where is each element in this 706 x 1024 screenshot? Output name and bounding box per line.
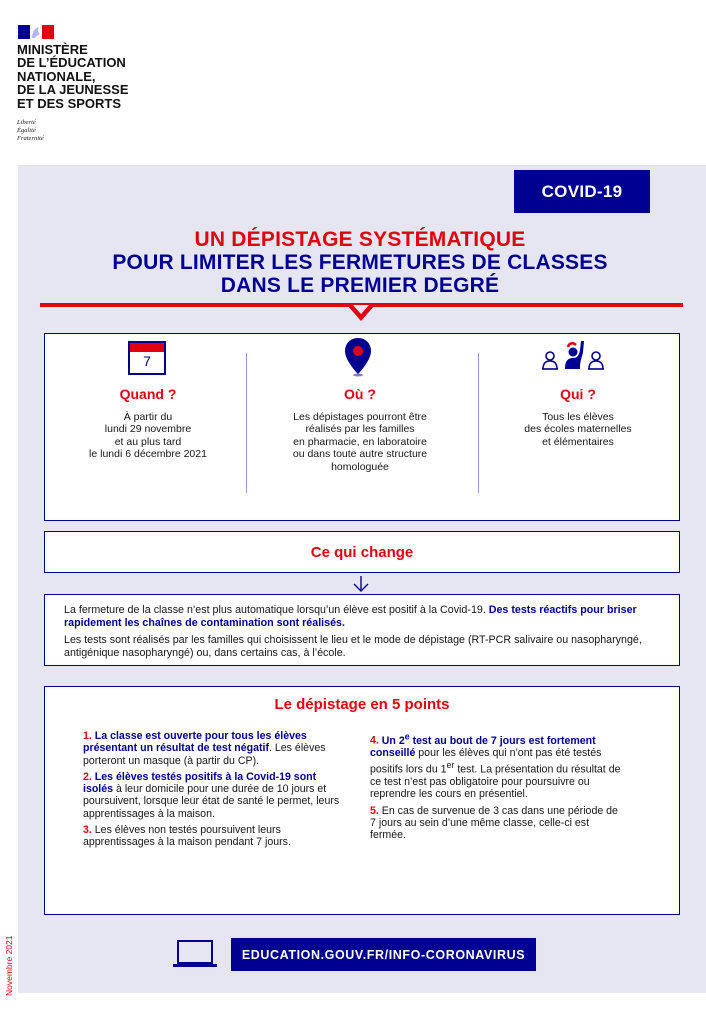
website-link[interactable]: EDUCATION.GOUV.FR/INFO-CORONAVIRUS: [231, 938, 536, 971]
ou-heading: Où ?: [344, 386, 376, 402]
point-bold: Les élèves testés positifs à la Covid-19 sont isolés: [83, 770, 317, 796]
arrow-down-icon: [352, 574, 370, 594]
point-number: 5.: [370, 804, 382, 817]
location-pin-icon: [343, 336, 373, 378]
change-paragraph-2: Les tests sont réalisés par les familles qui choisissent le lieu et le mode de dépistage (RT-PCR salivaire ou nasopharyngé, antigénique nasopharyngé) ou, dans certains cas, à l’école.: [64, 634, 642, 659]
motto-line: Égalité: [17, 127, 36, 134]
point-text: à leur domicile pour une durée de 10 jours et poursuivent, lorsque leur état de santé le permet, leurs apprentissages à la maison.: [83, 783, 340, 820]
ministry-line: NATIONALE,: [17, 68, 96, 84]
point-bold: test au bout de 7 jours est fortement conseillé: [370, 734, 596, 759]
quand-line: et au plus tard: [114, 435, 182, 448]
title-divider-notch-icon: [347, 305, 375, 323]
ou-line: ou dans toute autre structure: [292, 448, 428, 461]
point-1: [83, 730, 345, 767]
title-line-3: DANS LE PREMIER DEGRÉ: [220, 274, 500, 297]
point-3: [83, 824, 345, 849]
point-text: test. La présentation du résultat de ce test n’est pas obligatoire pour poursuivre ou reprendre les cours en présentiel.: [370, 763, 621, 801]
ministry-line: DE L’ÉDUCATION: [17, 55, 126, 71]
ou-line: réalisés par les familles: [305, 423, 415, 436]
point-text-sup: er: [446, 760, 455, 771]
point-text: pour les élèves qui n’ont pas été testés positifs lors du 1: [370, 746, 602, 776]
calendar-icon: [128, 341, 166, 375]
quand-line: À partir du: [123, 411, 173, 423]
title-line-2: POUR LIMITER LES FERMETURES DE CLASSES: [112, 251, 608, 274]
change-paragraph-1: [64, 604, 679, 629]
point-number: 1.: [83, 730, 95, 742]
points-right-column: [370, 730, 626, 845]
point-text: . Les élèves porteront un masque (à partir du CP).: [83, 742, 326, 767]
covid-tag: COVID-19: [514, 170, 650, 213]
change-heading: Ce qui change: [310, 543, 414, 561]
laptop-icon: [172, 939, 218, 969]
points-box: [44, 686, 680, 915]
republic-flag-logo: [18, 25, 54, 39]
quand-text: [60, 411, 236, 461]
qui-text: [490, 411, 666, 448]
points-left-column: [83, 730, 345, 853]
point-number: 3.: [83, 824, 95, 837]
quand-line: le lundi 6 décembre 2021: [89, 448, 207, 461]
ministry-line: ET DES SPORTS: [17, 95, 122, 111]
point-5: [370, 805, 626, 842]
qui-line: Tous les élèves: [542, 411, 614, 423]
ministry-line: MINISTÈRE: [17, 42, 88, 57]
quand-heading: Quand ?: [119, 386, 177, 402]
ministry-name: [17, 43, 217, 110]
points-heading: Le dépistage en 5 points: [274, 696, 450, 713]
republic-motto: [17, 119, 44, 143]
qui-heading: Qui ?: [560, 386, 596, 402]
point-4: [370, 730, 626, 801]
point-text: Les élèves non testés poursuivent leurs apprentissages à la maison pendant 7 jours.: [83, 824, 291, 849]
point-number: 2.: [83, 770, 95, 783]
point-2: [83, 771, 345, 820]
calendar-day: 7: [143, 353, 151, 369]
motto-line: Fraternité: [17, 135, 44, 142]
point-text: En cas de survenue de 3 cas dans une période de 7 jours au sein d’une même classe, celle-ci est fermée.: [370, 804, 618, 842]
title-line-1: UN DÉPISTAGE SYSTÉMATIQUE: [194, 228, 526, 251]
column-divider: [478, 353, 479, 493]
change-text: La fermeture de la classe n’est plus automatique lorsqu’un élève est positif à la Covid-19.: [64, 604, 489, 616]
point-bold-sup: e: [404, 731, 410, 741]
qui-line: et élémentaires: [542, 435, 614, 448]
ou-line: en pharmacie, en laboratoire: [293, 435, 427, 448]
ou-line: homologuée: [331, 460, 389, 473]
change-heading-box: [44, 531, 680, 573]
column-divider: [246, 353, 247, 493]
point-number: 4.: [370, 734, 382, 747]
motto-line: Liberté: [17, 119, 36, 126]
ministry-line: DE LA JEUNESSE: [17, 82, 129, 98]
quand-line: lundi 29 novembre: [104, 423, 192, 436]
change-description: [44, 594, 680, 666]
point-bold: La classe est ouverte pour tous les élèves présentant un résultat de test négatif: [83, 730, 307, 755]
point-bold: Un 2: [381, 734, 405, 747]
publication-date: Novembre 2021: [4, 935, 14, 996]
ou-line: Les dépistages pourront être: [293, 411, 427, 423]
qui-line: des écoles maternelles: [524, 423, 632, 436]
students-icon: [540, 338, 606, 374]
ou-text: [262, 411, 458, 473]
change-highlight: Des tests réactifs pour briser rapidement les chaînes de contamination sont réalisés.: [64, 604, 637, 629]
